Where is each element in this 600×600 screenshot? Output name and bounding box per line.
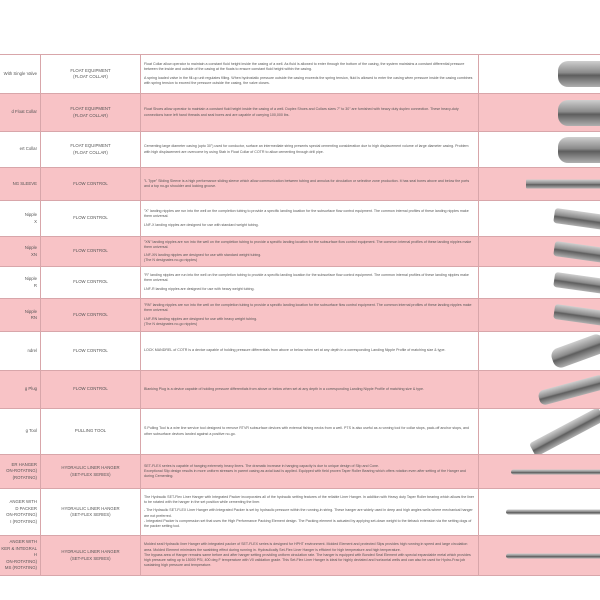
product-image-cell (479, 455, 600, 488)
product-description (141, 536, 479, 575)
liner-hanger-packer-image (506, 510, 600, 515)
product-image-cell (479, 94, 600, 131)
product-name: ert Collar (0, 132, 41, 167)
product-category: FLOW CONTROL (41, 371, 141, 408)
product-name: ndrel (0, 332, 41, 370)
product-category: FLOW CONTROL (41, 237, 141, 266)
table-row (0, 237, 600, 267)
product-description (141, 332, 479, 370)
product-image-cell (479, 332, 600, 370)
product-description (141, 94, 479, 131)
description-paragraph: "XN" landing nipples are run into the well on the completion tubing to provide a specific landing location for the subsurface flow control equipment. The common internal profiles of these landing nipples make them universal. (144, 239, 472, 249)
product-name: Nipple R (0, 267, 41, 298)
table-row (0, 201, 600, 237)
landing-nipple-image (553, 240, 600, 262)
description-paragraph: LNF-RN landing nipples are designed for use with heavy weight tubing. (The N designates no-go nipples) (144, 316, 258, 326)
product-category: FLOW CONTROL (41, 168, 141, 200)
product-name: ANGER WITH D PACKER ON-ROTATING) I (ROTATING) (0, 489, 41, 535)
description-paragraph: Float Collar allow operator to maintain a constant fluid height inside the casing of a well. As fluid is allowed to enter through the bottom of the casing, the system maintains a constant differential pressure between the inside and outside of the casing at the floats to ensure constant fluid height within the casing. (144, 62, 465, 72)
product-description (141, 201, 479, 236)
description-paragraph: "RN" landing nipples are run into the well on the completion tubing to provide a specific landing location for the subsurface flow control equipment. The common internal profiles of these landing nipples make them universal. (144, 303, 472, 313)
description-paragraph: SET-FLEX series is capable of hanging extremely heavy liners. The dramatic increase in hanging capacity is due to unique design of Slip and Cone. Exceptional Slip design results in more uniform stresses in parent casing as axial load is applied. Equipped with field proven Taper Roller Bearing which offers rotation even after setting of the Hanger and during Cementing. (144, 463, 466, 479)
description-paragraph: LOCK MANDREL of COTR is a device capable of holding pressure differentials from above or below when set at any depth in a corresponding Landing Nipple Profile of matching size & type. (144, 348, 446, 353)
liner-hanger-packer-image (506, 553, 600, 558)
table-row (0, 168, 600, 201)
float-collar-image (558, 137, 600, 163)
product-name: With Single Valve (0, 55, 41, 93)
product-image-cell (479, 371, 600, 408)
product-description (141, 455, 479, 488)
product-category: FLOAT EQUIPMENT (FLOAT COLLAR) (41, 132, 141, 167)
product-description (141, 55, 479, 93)
table-row (0, 94, 600, 132)
description-paragraph: - The Hydraulic SET-FLEX Liner Hanger with Integrated Packer is set by hydraulic pressure within the running-in string. These hanger are widely used in deep and high angles wells where mechanical hanger are not preferred. - Integrated Packer is compression set that uses the High Performance Packing Element design. The Packing element is actuated by applying set-down weight to the tieback extension via the setting dogs of the packer setting tool. (144, 508, 473, 528)
description-paragraph: Cementing large diameter casing (upto 30") used for conductor, surface an intermediate string presents special cementing consideration due to high displacement volume of large diameter casing. Problem with high displacement are overcome by using Stab in Float Collar of COTR to allow cementing through drill pipe. (144, 144, 469, 154)
product-description (141, 168, 479, 200)
lock-mandrel-image (549, 332, 600, 370)
table-row (0, 299, 600, 332)
description-paragraph: LNF-XN landing nipples are designed for use with standard weight tubing. (The N designates no-go nipples) (144, 253, 262, 263)
product-image-cell (479, 409, 600, 454)
table-row (0, 455, 600, 489)
product-table (0, 54, 600, 576)
product-category: FLOW CONTROL (41, 332, 141, 370)
product-image-cell (479, 201, 600, 236)
landing-nipple-image (553, 271, 600, 293)
product-description (141, 267, 479, 298)
float-collar-image (558, 61, 600, 87)
product-name: NG SLEEVE (0, 168, 41, 200)
product-image-cell (479, 168, 600, 200)
product-name: Nipple X (0, 201, 41, 236)
product-name: Nipple XN (0, 237, 41, 266)
product-image-cell (479, 299, 600, 331)
product-category: FLOAT EQUIPMENT (FLOAT COLLAR) (41, 94, 141, 131)
blanking-plug-image (537, 373, 600, 405)
description-paragraph: "X" landing nipples are run into the well on the completion tubing to provide a specific landing location for the subsurface flow control equipment. The common internal profiles of these landing nipples make them universal. (144, 209, 469, 219)
table-row (0, 132, 600, 168)
table-row (0, 409, 600, 455)
description-paragraph: Blanking Plug is a device capable of holding pressure differentials from above or below when set at any depth in a corresponding Landing Nipple Profile of matching size & type. (144, 386, 425, 391)
product-category: HYDRAULIC LINER HANGER (SET-FLEX SERIES) (41, 489, 141, 535)
table-row (0, 267, 600, 299)
table-row (0, 536, 600, 576)
description-paragraph: Float Shoes allow operator to maintain a constant fluid height inside the casing of a well. Duplex Shoes and Collars sizes 7" to 30" are furnished with heavy duty duplex connection. These heavy-duty connections have left hand threads and seal bores and are capable of carrying 100,000 lbs. (144, 107, 459, 117)
table-row (0, 332, 600, 371)
product-category: FLOW CONTROL (41, 299, 141, 331)
description-paragraph: The Hydraulic SET-Flex Liner Hanger with Integrated Packer incorporates all of the hydraulic setting features of the reliable Liner Hanger. In addition with Heavy duty Taper Roller bearing which allows the liner to be rotated with the hanger in the set position while cementing the liner. (144, 494, 475, 505)
product-image-cell (479, 267, 600, 298)
product-name: d Float Collar (0, 94, 41, 131)
description-paragraph: "L Type" Sliding Sleeve is a high performance sliding sleeve which allow communication between tubing and annulus for circulation or selective zone production. It has seal bores above and below the ports and a top no-go shoulder and locking groove. (144, 178, 470, 188)
sliding-sleeve-image (526, 180, 600, 189)
description-paragraph: "R" landing nipples are run into the well on the completion tubing to provide a specific landing location for the subsurface flow control equipment. The common internal profiles of these landing nipples make them universal. (144, 273, 469, 283)
description-paragraph: S Pulling Tool is a wire line service tool designed to remove RTVR subsurface devices with external fishing necks from a well. PTS is also useful as a running tool for collar stops, pack-off anchor stops, and other subsurface devices landed against a positive no-go. (144, 426, 469, 436)
product-image-cell (479, 132, 600, 167)
table-row (0, 371, 600, 409)
description-paragraph: A spring loaded valve in the fill-up unit regulates filling. When hydrostatic pressure outside the casing exceeds the spring tension, fluid is allowed to enter the casing when pressure inside the casing combines with spring tension to exceed the pressure outside the casing, the valve closes. (144, 75, 473, 85)
description-paragraph: LNF-X landing nipples are designed for use with standard weight tubing. (144, 222, 259, 227)
product-description (141, 409, 479, 454)
table-row (0, 55, 600, 94)
product-image-cell (479, 55, 600, 93)
description-paragraph: Molded seal Hydraulic liner Hanger with integrated packer of SET-FLEX series is designed for HPHT environment. Molded Element and protected Slips provides high running in speed and large circulation area. Molded Element minimizes the swabbing effect during running in. Hydraulically Set-Flex Liner Hanger is efficient for high temperature and high temperature. The bypass area of Hanger remains same before and after hanger setting providing uniform circulation rate. The hanger is equipped with Bonded Seal Element with special expandable metal which provides high pressure rating up to 15000 PSI, 400 deg F temperature with V0 validation grade. This Set-Flex Liner Hanger is ideal for highly deviated and horizontal wells and can also be used for Hydro-Frac job sustaining high pressure and temperature. (144, 542, 471, 568)
product-category: HYDRAULIC LINER HANGER (SET-FLEX SERIES) (41, 455, 141, 488)
product-image-cell (479, 489, 600, 535)
description-paragraph: LNF-R landing nipples are designed for use with heavy weight tubing. (144, 286, 255, 291)
product-name: g Tool (0, 409, 41, 454)
product-description (141, 132, 479, 167)
product-category: PULLING TOOL (41, 409, 141, 454)
float-collar-image (558, 100, 600, 126)
product-category: FLOW CONTROL (41, 201, 141, 236)
product-category: HYDRAULIC LINER HANGER (SET-FLEX SERIES) (41, 536, 141, 575)
liner-hanger-image (511, 469, 600, 474)
product-image-cell (479, 237, 600, 266)
product-name: Nipple RN (0, 299, 41, 331)
product-name: g Plug (0, 371, 41, 408)
table-row (0, 489, 600, 536)
product-category: FLOW CONTROL (41, 267, 141, 298)
pulling-tool-image (529, 409, 600, 454)
product-description (141, 489, 479, 535)
product-description (141, 371, 479, 408)
product-image-cell (479, 536, 600, 575)
landing-nipple-image (553, 207, 600, 229)
landing-nipple-image (553, 304, 600, 326)
product-name: ANGER WITH KER & INTEGRAL H ON-ROTATING) MS (ROTATING) (0, 536, 41, 575)
product-category: FLOAT EQUIPMENT (FLOAT COLLAR) (41, 55, 141, 93)
product-description (141, 237, 479, 266)
product-description (141, 299, 479, 331)
product-name: ER HANGER ON-ROTATING) (ROTATING) (0, 455, 41, 488)
